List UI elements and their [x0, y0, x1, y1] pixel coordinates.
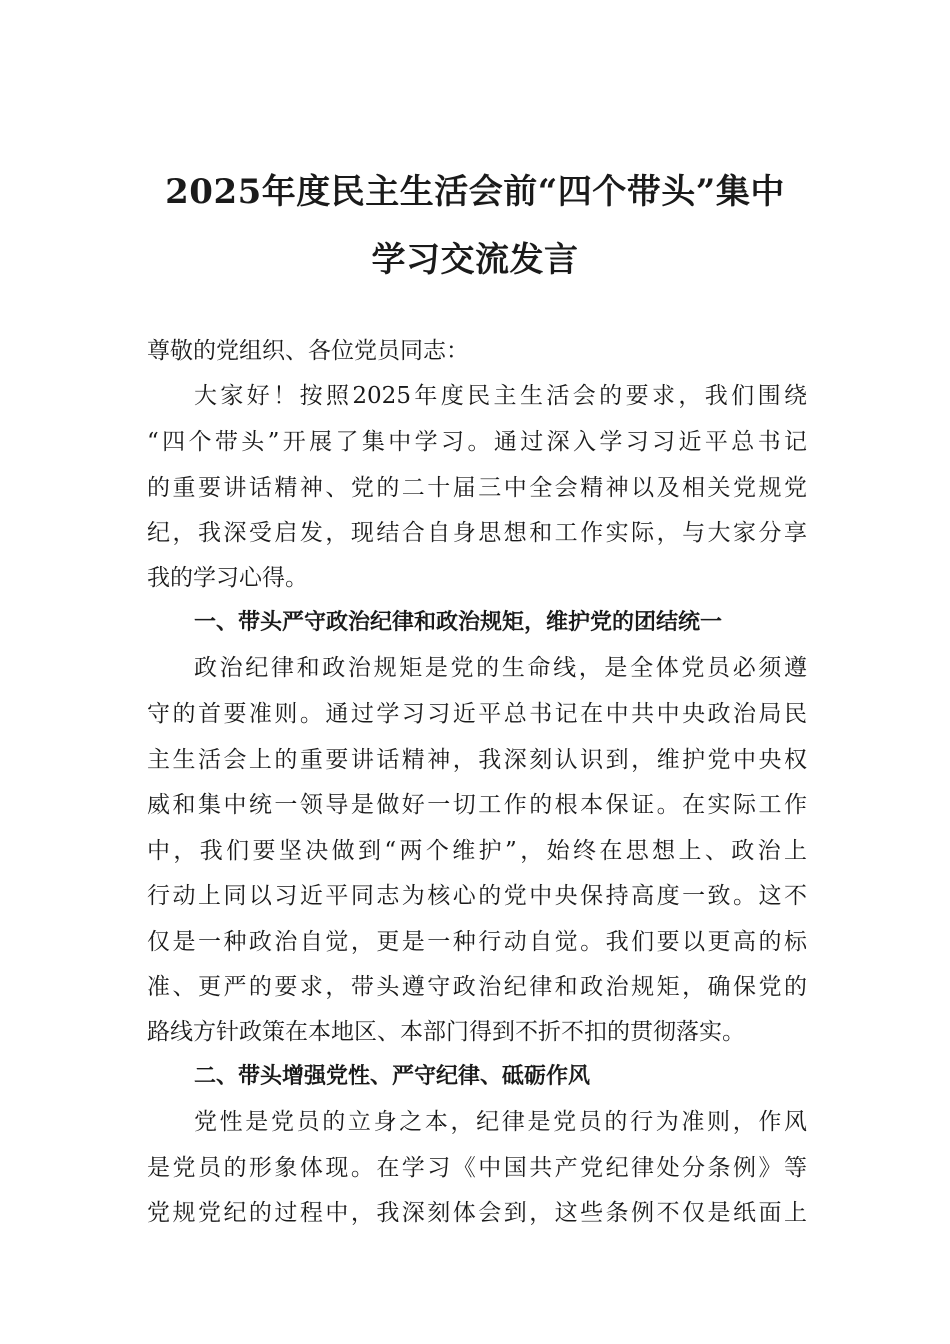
paragraph-line: 党规党纪的过程中，我深刻体会到，这些条例不仅是纸面上	[147, 1200, 807, 1226]
paragraph-line: 仅是一种政治自觉，更是一种行动自觉。我们要以更高的标	[147, 929, 807, 955]
paragraph-line: 中，我们要坚决做到“两个维护”，始终在思想上、政治上	[147, 838, 807, 864]
paragraph-line: “四个带头”开展了集中学习。通过深入学习习近平总书记	[147, 429, 807, 455]
section-heading: 一、带头严守政治纪律和政治规矩，维护党的团结统一	[194, 610, 723, 635]
paragraph-line: 威和集中统一领导是做好一切工作的根本保证。在实际工作	[147, 792, 807, 818]
paragraph-line: 是党员的形象体现。在学习《中国共产党纪律处分条例》等	[147, 1155, 807, 1181]
paragraph-line: 路线方针政策在本地区、本部门得到不折不扣的贯彻落实。	[147, 1019, 745, 1045]
paragraph-line: 守的首要准则。通过学习习近平总书记在中共中央政治局民	[147, 701, 807, 727]
paragraph-line: 准、更严的要求，带头遵守政治纪律和政治规矩，确保党的	[147, 974, 807, 1000]
paragraph-line: 党性是党员的立身之本，纪律是党员的行为准则，作风	[194, 1109, 807, 1135]
paragraph-line: 我的学习心得。	[147, 565, 308, 591]
paragraph-line: 的重要讲话精神、党的二十届三中全会精神以及相关党规党	[147, 475, 807, 501]
paragraph-line: 行动上同以习近平同志为核心的党中央保持高度一致。这不	[147, 883, 807, 909]
paragraph-line: 大家好！按照2025年度民主生活会的要求，我们围绕	[194, 383, 807, 409]
salutation: 尊敬的党组织、各位党员同志：	[147, 338, 469, 364]
paragraph-line: 政治纪律和政治规矩是党的生命线，是全体党员必须遵	[194, 655, 807, 681]
paragraph-line: 主生活会上的重要讲话精神，我深刻认识到，维护党中央权	[147, 747, 807, 773]
paragraph-line: 纪，我深受启发，现结合自身思想和工作实际，与大家分享	[147, 520, 807, 546]
section-heading: 二、带头增强党性、严守纪律、砥砺作风	[194, 1064, 591, 1089]
document-title-line-1: 2025年度民主生活会前“四个带头”集中	[165, 172, 785, 212]
document-title-line-2: 学习交流发言	[371, 240, 579, 280]
